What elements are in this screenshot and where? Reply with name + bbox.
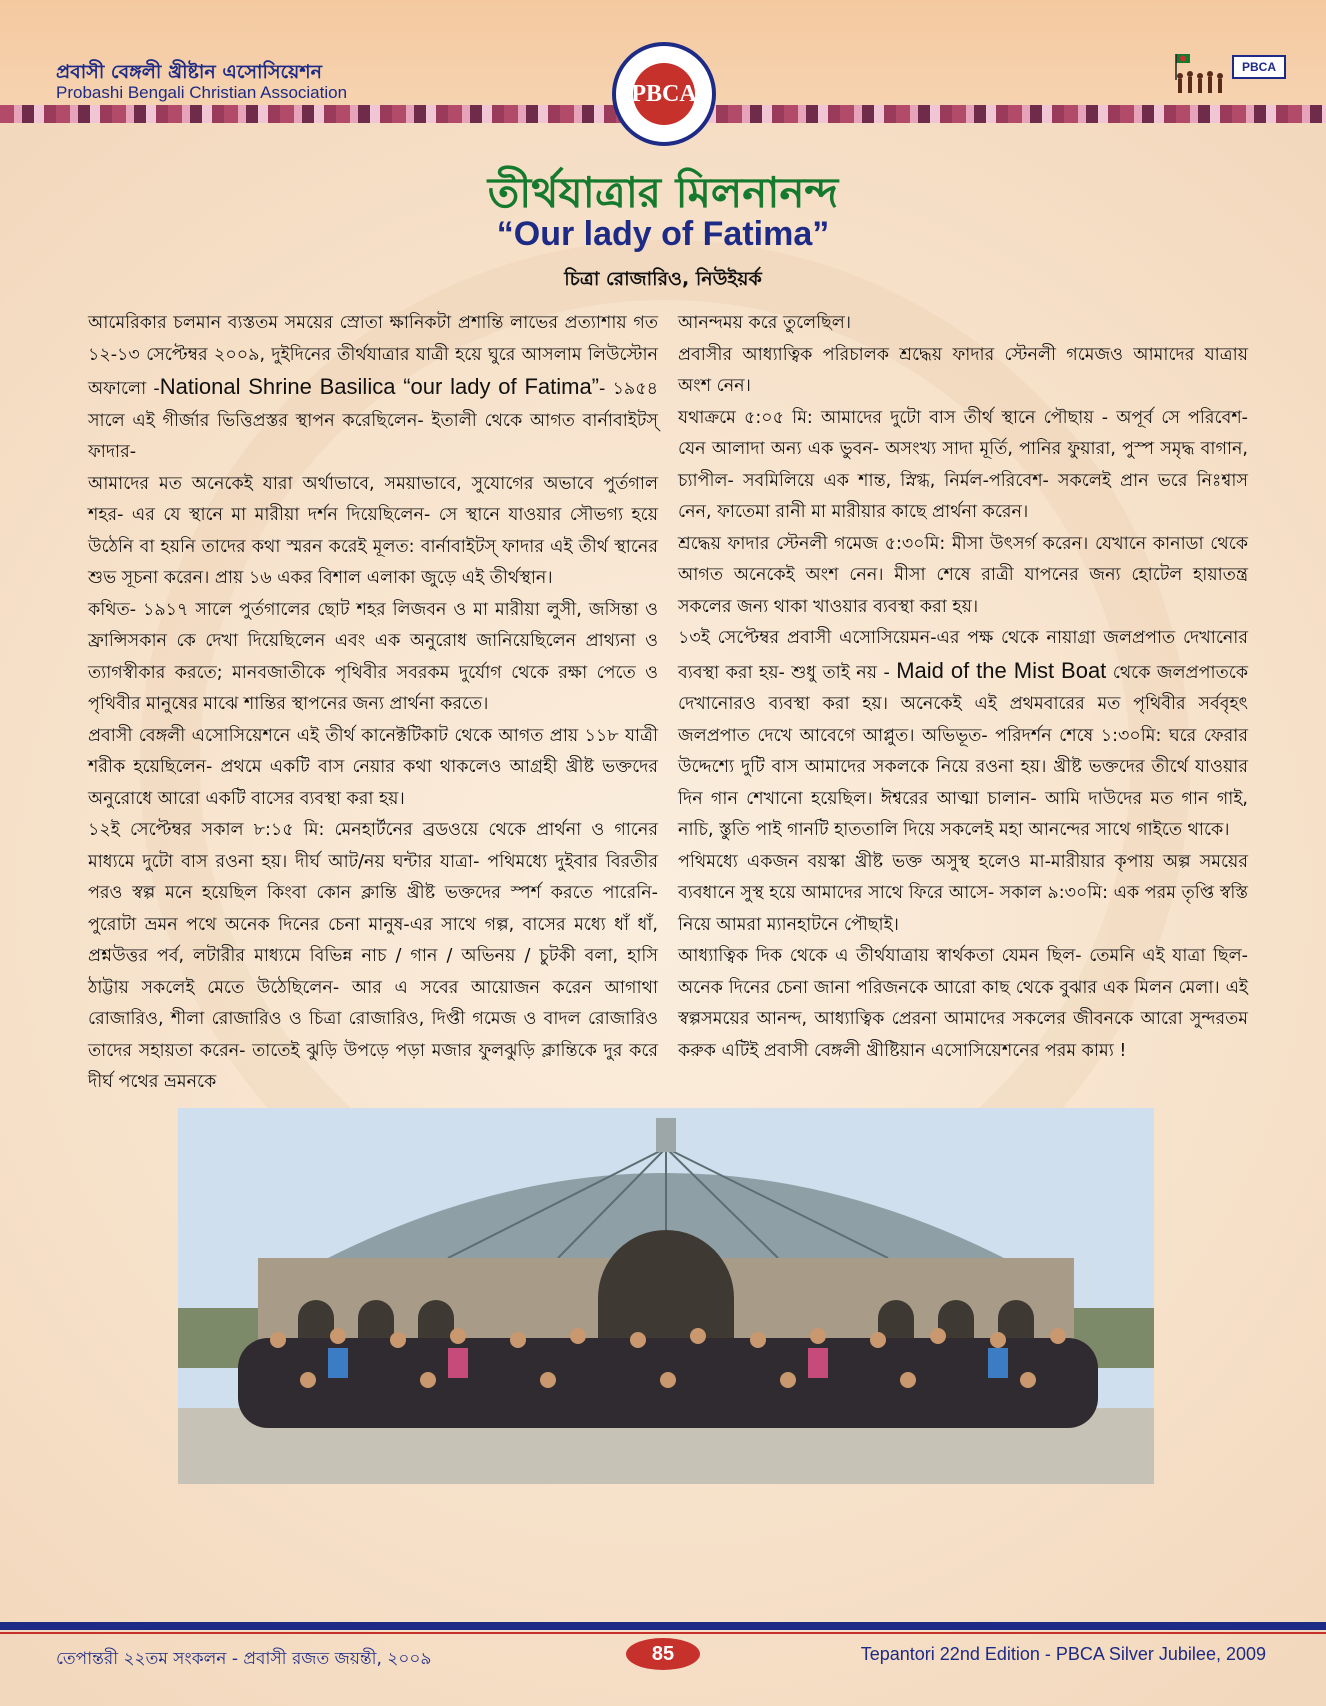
logo-initials: PBCA — [633, 63, 695, 125]
pbca-logo — [612, 42, 716, 146]
paragraph-english-text: National Shrine Basilica “our lady of Fatima” — [159, 374, 600, 399]
article-title-bengali: তীর্থযাত্রার মিলনানন্দ — [487, 168, 839, 217]
paragraph-text: ১৩ই সেপ্টেম্বর প্রবাসী এসোসিয়েমন-এর পক্ষ থেকে নায়াগ্রা জলপ্রপাত দেখানোর ব্যবস্থা করা হয়- শুধু তাই নয় - — [678, 628, 1248, 683]
footer-rule-red — [0, 1632, 1326, 1634]
footer-english-caption: Tepantori 22nd Edition - PBCA Silver Jubilee, 2009 — [860, 1644, 1266, 1664]
article-author: চিত্রা রোজারিও, নিউইয়র্ক — [564, 268, 762, 290]
group-photo-shrine — [178, 1108, 1154, 1484]
paragraph — [88, 308, 658, 469]
paragraph: প্রবাসী বেঙ্গলী এসোসিয়েশনে এই তীর্থ কানেক্টটিকাট থেকে আগত প্রায় ১১৮ যাত্রী শরীক হয়েছিলেন- প্রথমে একটি বাস নেয়ার কথা থাকলেও আগ্রহী খ্রীষ্ট ভক্তদের অনুরোধে আরো একটি বাসের ব্যবস্থা করা হয়। — [88, 725, 658, 809]
paragraph: পথিমধ্যে একজন বয়স্কা খ্রীষ্ট ভক্ত অসুস্থ হলেও মা-মারীয়ার কৃপায় অল্প সময়ের ব্যবধানে সুস্থ হয়ে আমাদের সাথে ফিরে আসে- সকাল ৯:৩০মি: এক পরম তৃপ্তি স্বস্তি নিয়ে আমরা ম্যানহাটনে পৌছাই। — [678, 851, 1248, 935]
article-column-right — [678, 308, 1248, 1067]
paragraph: আমাদের মত অনেকেই যারা অর্থাভাবে, সময়াভাবে, সুযোগের অভাবে পুর্তগাল শহর- এর যে স্থানে মা মারীয়া দর্শন দিয়েছিলেন- সে স্থানে যাওয়ার সৌভগ্য হয়ে উঠেনি বা হয়নি তাদের কথা স্মরন করেই মূলত: বার্নাবাইটস্ ফাদার এই তীর্থ স্থানের শুভ সূচনা করেন। প্রায় ১৬ একর বিশাল এলাকা জুড়ে এই তীর্থস্থান। — [88, 473, 658, 588]
paragraph: ১২ই সেপ্টেম্বর সকাল ৮:১৫ মি: মেনহার্টনের ব্রডওয়ে থেকে প্রার্থনা ও গানের মাধ্যমে দুটো বাস রওনা হয়। দীর্ঘ আট/নয় ঘন্টার যাত্রা- পথিমধ্যে দুইবার বিরতীর পরও স্বল্প মনে হয়েছিল কিংবা কোন ক্লান্তি খ্রীষ্ট ভক্তদের স্পর্শ করতে পারেনি- পুরোটা ভ্রমন পথে অনেক দিনের চেনা মানুষ-এর সাথে গল্প, বাসের মধ্যে ধাঁ ধাঁ, প্রশ্নউত্তর পর্ব, লটারীর মাধ্যমে বিভিন্ন নাচ / গান / অভিনয় / চুটকী বলা, হাসি ঠাট্টায় সকলেই মেতে উঠেছিলেন- আর এ সবের আয়োজন করেন আগাথা রোজারিও, শীলা রোজারিও ও চিত্রা রোজারিও, দিপ্তী গমেজ ও বাদল রোজারিও তাদের সহায়তা করেন- তাতেই ঝুড়ি উপড়ে পড়া মজার ফুলঝুড়ি ক্লান্তিকে দুর করে দীর্ঘ পথের ভ্রমনকে — [88, 820, 658, 1092]
shrine-photo-illustration — [178, 1108, 1154, 1484]
org-name-english: Probashi Bengali Christian Association — [56, 83, 348, 102]
paragraph — [678, 623, 1248, 847]
paragraph-text: - ১৯৫৪ সালে এই গীর্জার ভিত্তিপ্রস্তর স্থাপন করেছিলেন- ইতালী থেকে আগত বার্নাবাইটস্ ফাদার- — [88, 379, 658, 462]
people-flag-icon — [1170, 50, 1228, 100]
page-number: 85 — [626, 1638, 700, 1670]
article-column-left — [88, 308, 658, 1099]
paragraph: কথিত- ১৯১৭ সালে পুর্তগালের ছোট শহর লিজবন ও মা মারীয়া লুসী, জসিন্তা ও ফ্রান্সিসকান কে দেখা দিয়েছিলেন এবং এক অনুরোধ জানিয়েছিলেন প্রাথ্যনা ও ত্যাগস্বীকার করতে; মানবজাতীকে পৃথিবীর সবরকম দুর্যোগ থেকে রক্ষা পেতে ও পৃথিবীর মানুষের মাঝে শান্তির স্থাপনের জন্য প্রার্থনা করতে। — [88, 599, 658, 714]
org-name-bengali: প্রবাসী বেঙ্গলী খ্রীষ্টান এসোসিয়েশন — [56, 61, 322, 83]
pbca-badge: PBCA — [1232, 55, 1286, 79]
footer-rule — [0, 1622, 1326, 1630]
paragraph-english-text: Maid of the Mist Boat — [896, 657, 1107, 683]
paragraph: আধ্যাত্বিক দিক থেকে এ তীর্থযাত্রায় স্বার্থকতা যেমন ছিল- তেমনি এই যাত্রা ছিল- অনেক দিনের চেনা জানা পরিজনকে আরো কাছ থেকে বুঝার এক মিলন মেলা। এই স্বল্পসময়ের আনন্দ, আধ্যাত্বিক প্রেরনা আমাদের সকলের জীবনকে আরো সুন্দরতম করুক এটিই প্রবাসী বেঙ্গলী খ্রীষ্টিয়ান এসোসিয়েশনের পরম কাম্য ! — [678, 946, 1248, 1061]
paragraph-text: আমেরিকার চলমান ব্যস্ততম সময়ের স্রোতা ক্ষানিকটা প্রশান্তি লাভের প্রত্যাশায় গত ১২-১৩ সেপ্টেম্বর ২০০৯, দুইদিনের তীর্থযাত্রার যাত্রী হয়ে ঘুরে আসলাম লিউস্টোন অফালো - — [88, 313, 658, 399]
page-header — [0, 0, 1326, 125]
footer-bengali-caption: তেপান্তরী ২২তম সংকলন - প্রবাসী রজত জয়ন্তী, ২০০৯ — [56, 1649, 432, 1669]
paragraph: প্রবাসীর আধ্যাত্বিক পরিচালক শ্রদ্ধেয় ফাদার স্টেনলী গমেজও আমাদের যাত্রায় অংশ নেন। — [678, 344, 1248, 396]
paragraph: শ্রদ্ধেয় ফাদার স্টেনলী গমেজ ৫:৩০মি: মীসা উৎসর্গ করেন। যেখানে কানাডা থেকে আগত অনেকেই অংশ নেন। মীসা শেষে রাত্রী যাপনের জন্য হোটেল হায়াতন্ত্র সকলের জন্য থাকা খাওয়ার ব্যবস্থা করা হয়। — [678, 533, 1248, 617]
paragraph: যথাক্রমে ৫:০৫ মি: আমাদের দুটো বাস তীর্থ স্থানে পৌছায় - অপূর্ব সে পরিবেশ- যেন আলাদা অন্য এক ভুবন- অসংখ্য সাদা মূর্তি, পানির ফুয়ারা, পুস্প সমৃদ্ধ বাগান, চ্যাপীল- সবমিলিয়ে এক শান্ত, স্নিগ্ধ, নির্মল-পরিবেশ- সকলেই প্রান ভরে নিঃশ্বাস নেন, ফাতেমা রানী মা মারীয়ার কাছে প্রার্থনা করেন। — [678, 407, 1248, 522]
article-title-english: “Our lady of Fatima” — [496, 215, 830, 253]
paragraph: আনন্দময় করে তুলেছিল। — [678, 313, 852, 333]
paragraph-text: থেকে জলপ্রপাতকে দেখানোরও ব্যবস্থা করা হয়। অনেকেই এই প্রথমবারের মত পৃথিবীর সর্ববৃহৎ জলপ্রপাত দেখে আবেগে আপ্লুত। অভিভূত- পরিদর্শন শেষে ১:৩০মি: ঘরে ফেরার উদ্দেশ্যে দুটি বাস আমাদের সকলকে নিয়ে রওনা হয়। খ্রীষ্ট ভক্তদের তীর্থে যাওয়ার দিন গান শেখানো হয়েছিল। ঈশ্বরের আত্মা চালান- আমি দাউদের মত গান গাই, নাচি, স্তুতি পাই গানটি হাততালি দিয়ে সকলেই মহা আনন্দের সাথে গাইতে থাকে। — [678, 662, 1248, 840]
